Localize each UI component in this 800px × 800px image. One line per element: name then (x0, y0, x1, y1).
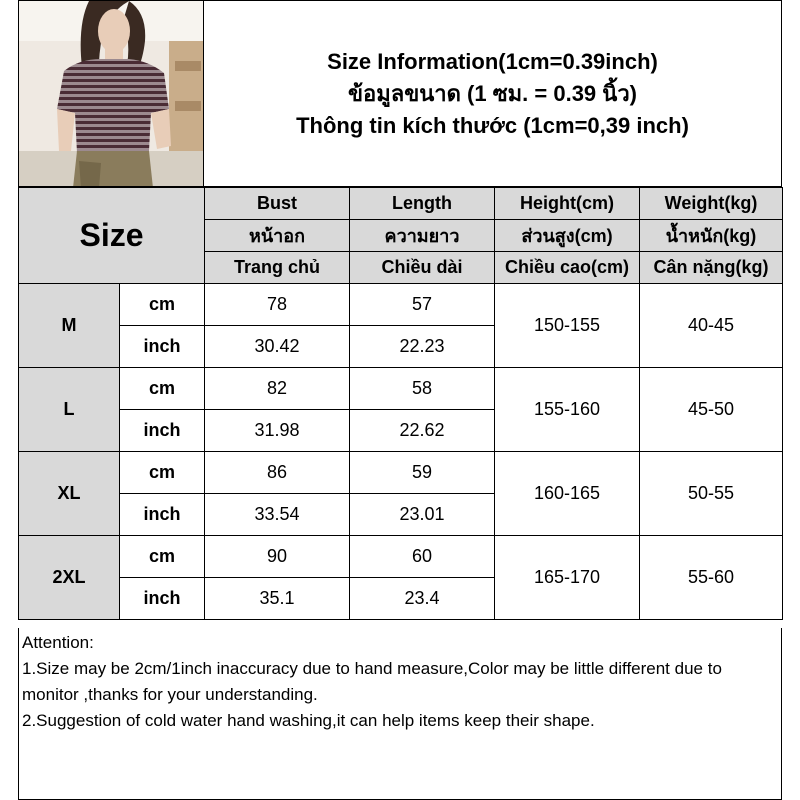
bust-cm: 78 (205, 284, 350, 326)
height-range: 165-170 (495, 536, 640, 620)
unit-cm: cm (120, 452, 205, 494)
bust-inch: 35.1 (205, 578, 350, 620)
weight-range: 45-50 (640, 368, 783, 452)
unit-inch: inch (120, 494, 205, 536)
column-header-height-vietnamese: Chiều cao(cm) (495, 252, 640, 284)
title-vietnamese: Thông tin kích thước (1cm=0,39 inch) (296, 112, 689, 138)
size-information-title (204, 0, 782, 187)
size-chart (18, 0, 782, 800)
notes-line-2: 2.Suggestion of cold water hand washing,it can help items keep their shape. (22, 711, 595, 730)
weight-range: 50-55 (640, 452, 783, 536)
unit-cm: cm (120, 536, 205, 578)
height-range: 160-165 (495, 452, 640, 536)
length-inch: 22.62 (350, 410, 495, 452)
column-header-height: Height(cm) (495, 188, 640, 220)
product-photo-graphic (19, 1, 204, 187)
length-cm: 60 (350, 536, 495, 578)
unit-cm: cm (120, 368, 205, 410)
length-inch: 23.4 (350, 578, 495, 620)
bust-inch: 33.54 (205, 494, 350, 536)
bust-inch: 30.42 (205, 326, 350, 368)
column-header-weight-vietnamese: Cân nặng(kg) (640, 252, 783, 284)
column-header-weight: Weight(kg) (640, 188, 783, 220)
bust-cm: 86 (205, 452, 350, 494)
size-label: L (19, 368, 120, 452)
size-label: XL (19, 452, 120, 536)
notes-line-1: 1.Size may be 2cm/1inch inaccuracy due to hand measure,Color may be little different due to monitor ,thanks for your understanding. (22, 659, 722, 704)
table-row (19, 452, 783, 494)
column-header-length-vietnamese: Chiều dài (350, 252, 495, 284)
weight-range: 55-60 (640, 536, 783, 620)
column-header-bust-vietnamese: Trang chủ (205, 252, 350, 284)
table-row (19, 536, 783, 578)
length-inch: 22.23 (350, 326, 495, 368)
size-column-header: Size (19, 188, 205, 284)
size-label: 2XL (19, 536, 120, 620)
title-english: Size Information(1cm=0.39inch) (327, 48, 658, 74)
unit-inch: inch (120, 410, 205, 452)
column-header-length-thai: ความยาว (350, 220, 495, 252)
length-cm: 58 (350, 368, 495, 410)
column-header-bust-thai: หน้าอก (205, 220, 350, 252)
size-label: M (19, 284, 120, 368)
header-row-english (19, 188, 783, 220)
size-table (18, 187, 783, 620)
column-header-length: Length (350, 188, 495, 220)
length-inch: 23.01 (350, 494, 495, 536)
bust-cm: 82 (205, 368, 350, 410)
height-range: 155-160 (495, 368, 640, 452)
unit-inch: inch (120, 578, 205, 620)
table-row (19, 368, 783, 410)
table-row (19, 284, 783, 326)
length-cm: 57 (350, 284, 495, 326)
column-header-height-thai: ส่วนสูง(cm) (495, 220, 640, 252)
notes-heading: Attention: (22, 633, 94, 652)
height-range: 150-155 (495, 284, 640, 368)
bust-cm: 90 (205, 536, 350, 578)
bust-inch: 31.98 (205, 410, 350, 452)
product-photo (18, 0, 204, 187)
unit-inch: inch (120, 326, 205, 368)
title-thai: ข้อมูลขนาด (1 ซม. = 0.39 นิ้ว) (347, 80, 637, 106)
column-header-weight-thai: น้ำหนัก(kg) (640, 220, 783, 252)
column-header-bust: Bust (205, 188, 350, 220)
weight-range: 40-45 (640, 284, 783, 368)
unit-cm: cm (120, 284, 205, 326)
attention-notes (18, 628, 782, 800)
length-cm: 59 (350, 452, 495, 494)
